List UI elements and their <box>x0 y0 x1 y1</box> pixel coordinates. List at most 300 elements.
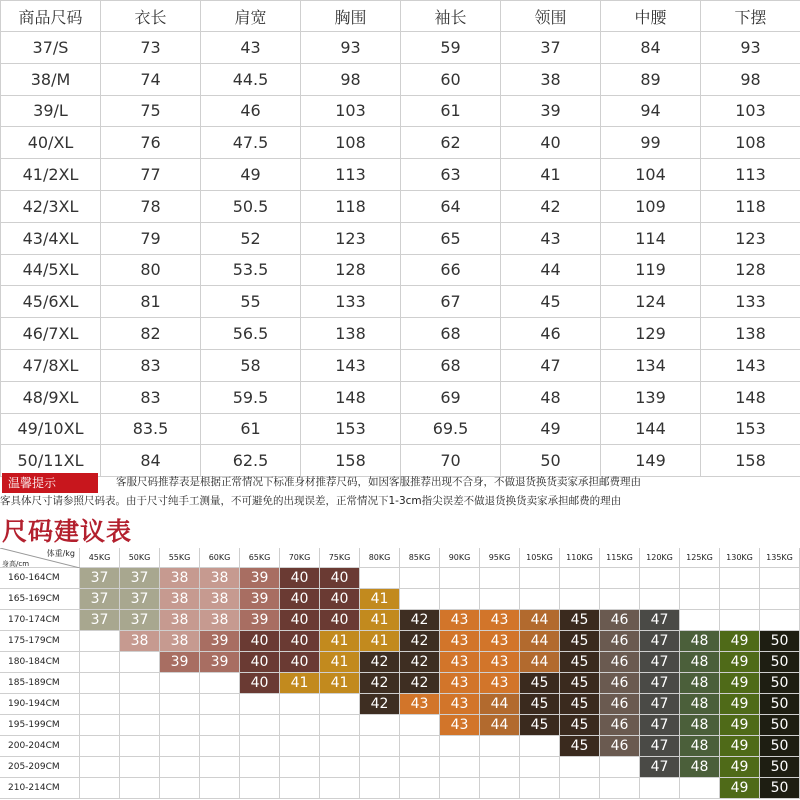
size-value-cell: 104 <box>601 159 701 191</box>
size-table-row <box>1 63 800 95</box>
size-label-cell: 41/2XL <box>1 159 101 191</box>
size-value-cell: 143 <box>301 349 401 381</box>
size-value-cell: 48 <box>501 381 601 413</box>
empty-grid-cell <box>120 778 160 799</box>
size-suggestion-cell: 47 <box>640 757 680 778</box>
size-value-cell: 53.5 <box>201 254 301 286</box>
empty-grid-cell <box>600 778 640 799</box>
corner-weight-label: 体重/kg <box>46 549 75 558</box>
size-suggestion-cell: 37 <box>120 610 160 631</box>
size-value-cell: 73 <box>101 32 201 64</box>
size-table-row <box>1 254 800 286</box>
empty-grid-cell <box>120 715 160 736</box>
size-value-cell: 80 <box>101 254 201 286</box>
size-suggestion-cell: 48 <box>680 631 720 652</box>
size-table-header-7: 下摆 <box>701 1 800 32</box>
size-suggestion-cell: 38 <box>160 589 200 610</box>
weight-header: 125KG <box>680 548 720 568</box>
weight-header: 55KG <box>160 548 200 568</box>
empty-grid-cell <box>80 778 120 799</box>
size-suggestion-cell: 41 <box>320 631 360 652</box>
empty-grid-cell <box>600 568 640 589</box>
size-table-row <box>1 95 800 127</box>
size-value-cell: 38 <box>501 63 601 95</box>
empty-grid-cell <box>200 694 240 715</box>
size-label-cell: 45/6XL <box>1 286 101 318</box>
grid-corner-cell <box>0 548 80 568</box>
weight-header: 135KG <box>760 548 800 568</box>
size-suggestion-cell: 42 <box>360 652 400 673</box>
empty-grid-cell <box>320 778 360 799</box>
empty-grid-cell <box>80 631 120 652</box>
size-suggestion-cell: 42 <box>400 631 440 652</box>
size-suggestion-cell: 43 <box>480 673 520 694</box>
empty-grid-cell <box>560 778 600 799</box>
size-table-row <box>1 381 800 413</box>
empty-grid-cell <box>240 715 280 736</box>
weight-header: 50KG <box>120 548 160 568</box>
size-value-cell: 67 <box>401 286 501 318</box>
size-value-cell: 103 <box>701 95 800 127</box>
weight-header: 65KG <box>240 548 280 568</box>
size-value-cell: 68 <box>401 318 501 350</box>
size-value-cell: 129 <box>601 318 701 350</box>
size-value-cell: 56.5 <box>201 318 301 350</box>
size-suggestion-cell: 43 <box>440 652 480 673</box>
empty-grid-cell <box>120 757 160 778</box>
size-suggestion-cell: 43 <box>440 610 480 631</box>
size-value-cell: 69.5 <box>401 413 501 445</box>
size-value-cell: 62.5 <box>201 445 301 477</box>
size-value-cell: 83 <box>101 349 201 381</box>
height-row-label: 200-204CM <box>0 736 80 757</box>
size-value-cell: 123 <box>701 222 800 254</box>
size-value-cell: 59 <box>401 32 501 64</box>
size-value-cell: 153 <box>301 413 401 445</box>
size-value-cell: 64 <box>401 190 501 222</box>
empty-grid-cell <box>480 757 520 778</box>
size-value-cell: 118 <box>701 190 800 222</box>
size-table-header-0: 商品尺码 <box>1 1 101 32</box>
empty-grid-cell <box>680 568 720 589</box>
empty-grid-cell <box>280 715 320 736</box>
size-suggestion-cell: 38 <box>200 610 240 631</box>
size-suggestion-cell: 46 <box>600 631 640 652</box>
empty-grid-cell <box>360 778 400 799</box>
size-value-cell: 98 <box>301 63 401 95</box>
empty-grid-cell <box>320 694 360 715</box>
size-suggestion-cell: 43 <box>480 631 520 652</box>
weight-header: 60KG <box>200 548 240 568</box>
size-suggestion-cell: 43 <box>440 694 480 715</box>
size-value-cell: 43 <box>201 32 301 64</box>
size-suggestion-cell: 37 <box>80 610 120 631</box>
size-suggestion-cell: 49 <box>720 757 760 778</box>
size-suggestion-cell: 45 <box>520 673 560 694</box>
size-table-row <box>1 222 800 254</box>
height-row-label: 185-189CM <box>0 673 80 694</box>
empty-grid-cell <box>680 610 720 631</box>
empty-grid-cell <box>400 757 440 778</box>
size-suggestion-cell: 40 <box>240 673 280 694</box>
empty-grid-cell <box>760 589 800 610</box>
empty-grid-cell <box>80 652 120 673</box>
weight-header: 70KG <box>280 548 320 568</box>
size-suggestion-cell: 39 <box>200 652 240 673</box>
size-value-cell: 68 <box>401 349 501 381</box>
size-suggestion-cell: 40 <box>280 568 320 589</box>
empty-grid-cell <box>280 736 320 757</box>
weight-header: 110KG <box>560 548 600 568</box>
empty-grid-cell <box>160 715 200 736</box>
height-row-label: 170-174CM <box>0 610 80 631</box>
size-value-cell: 47.5 <box>201 127 301 159</box>
empty-grid-cell <box>360 568 400 589</box>
size-suggestion-cell: 49 <box>720 673 760 694</box>
notice-text-line-1: 客服尺码推荐表是根据正常情况下标准身材推荐尺码，如因客服推荐出现不合身，不做退货换货卖家承担邮费理由 <box>116 476 641 488</box>
size-value-cell: 46 <box>201 95 301 127</box>
empty-grid-cell <box>160 736 200 757</box>
weight-header: 85KG <box>400 548 440 568</box>
size-table-header-row <box>1 1 800 32</box>
size-suggestion-cell: 47 <box>640 631 680 652</box>
size-suggestion-cell: 49 <box>720 652 760 673</box>
size-suggestion-cell: 45 <box>560 715 600 736</box>
size-table-row <box>1 286 800 318</box>
size-label-cell: 49/10XL <box>1 413 101 445</box>
size-suggestion-cell: 47 <box>640 610 680 631</box>
weight-header: 130KG <box>720 548 760 568</box>
size-suggestion-cell: 45 <box>560 736 600 757</box>
size-suggestion-cell: 40 <box>320 568 360 589</box>
size-suggestion-cell: 42 <box>360 694 400 715</box>
size-table-header-6: 中腰 <box>601 1 701 32</box>
size-suggestion-cell: 49 <box>720 736 760 757</box>
empty-grid-cell <box>760 610 800 631</box>
empty-grid-cell <box>440 757 480 778</box>
empty-grid-cell <box>280 694 320 715</box>
empty-grid-cell <box>520 757 560 778</box>
empty-grid-cell <box>560 568 600 589</box>
size-suggestion-cell: 48 <box>680 673 720 694</box>
empty-grid-cell <box>240 778 280 799</box>
empty-grid-cell <box>200 736 240 757</box>
size-suggestion-cell: 47 <box>640 694 680 715</box>
size-value-cell: 113 <box>301 159 401 191</box>
size-suggestion-cell: 50 <box>760 631 800 652</box>
size-value-cell: 47 <box>501 349 601 381</box>
size-suggestion-cell: 39 <box>160 652 200 673</box>
size-suggestion-cell: 38 <box>160 568 200 589</box>
size-suggestion-cell: 46 <box>600 610 640 631</box>
size-suggestion-cell: 50 <box>760 736 800 757</box>
size-value-cell: 49 <box>201 159 301 191</box>
size-table-row <box>1 349 800 381</box>
size-table-row <box>1 32 800 64</box>
size-value-cell: 61 <box>401 95 501 127</box>
size-value-cell: 44 <box>501 254 601 286</box>
size-recommendation-grid <box>0 548 800 800</box>
empty-grid-cell <box>720 610 760 631</box>
size-suggestion-cell: 42 <box>400 673 440 694</box>
size-suggestion-cell: 44 <box>480 715 520 736</box>
size-table-row <box>1 159 800 191</box>
empty-grid-cell <box>160 778 200 799</box>
size-value-cell: 41 <box>501 159 601 191</box>
size-suggestion-cell: 45 <box>560 631 600 652</box>
size-suggestion-cell: 39 <box>240 589 280 610</box>
size-value-cell: 50 <box>501 445 601 477</box>
empty-grid-cell <box>160 673 200 694</box>
empty-grid-cell <box>600 589 640 610</box>
empty-grid-cell <box>200 757 240 778</box>
size-suggestion-cell: 45 <box>560 610 600 631</box>
size-suggestion-cell: 50 <box>760 673 800 694</box>
size-value-cell: 58 <box>201 349 301 381</box>
size-value-cell: 133 <box>701 286 800 318</box>
size-table-header-5: 领围 <box>501 1 601 32</box>
size-value-cell: 44.5 <box>201 63 301 95</box>
size-suggestion-cell: 48 <box>680 694 720 715</box>
size-suggestion-cell: 44 <box>520 652 560 673</box>
size-suggestion-cell: 43 <box>440 715 480 736</box>
size-suggestion-cell: 41 <box>320 652 360 673</box>
height-row-label: 190-194CM <box>0 694 80 715</box>
empty-grid-cell <box>680 589 720 610</box>
size-label-cell: 38/M <box>1 63 101 95</box>
size-value-cell: 108 <box>701 127 800 159</box>
size-value-cell: 81 <box>101 286 201 318</box>
size-suggestion-cell: 50 <box>760 757 800 778</box>
size-value-cell: 46 <box>501 318 601 350</box>
size-suggestion-cell: 45 <box>520 715 560 736</box>
size-value-cell: 43 <box>501 222 601 254</box>
size-suggestion-cell: 43 <box>440 631 480 652</box>
size-suggestion-cell: 43 <box>480 652 520 673</box>
height-row-label: 210-214CM <box>0 778 80 799</box>
size-value-cell: 40 <box>501 127 601 159</box>
weight-header: 90KG <box>440 548 480 568</box>
size-label-cell: 43/4XL <box>1 222 101 254</box>
empty-grid-cell <box>240 694 280 715</box>
size-table-header-3: 胸围 <box>301 1 401 32</box>
size-value-cell: 62 <box>401 127 501 159</box>
empty-grid-cell <box>640 778 680 799</box>
size-value-cell: 66 <box>401 254 501 286</box>
size-value-cell: 119 <box>601 254 701 286</box>
size-label-cell: 37/S <box>1 32 101 64</box>
empty-grid-cell <box>160 694 200 715</box>
empty-grid-cell <box>440 778 480 799</box>
empty-grid-cell <box>320 757 360 778</box>
height-row-label: 160-164CM <box>0 568 80 589</box>
size-value-cell: 128 <box>301 254 401 286</box>
size-value-cell: 138 <box>301 318 401 350</box>
size-suggestion-cell: 47 <box>640 715 680 736</box>
corner-height-label: 身高/cm <box>2 560 30 568</box>
size-suggestion-cell: 41 <box>280 673 320 694</box>
size-table-row <box>1 413 800 445</box>
empty-grid-cell <box>640 568 680 589</box>
size-suggestion-cell: 38 <box>160 610 200 631</box>
size-value-cell: 84 <box>101 445 201 477</box>
empty-grid-cell <box>280 778 320 799</box>
size-suggestion-cell: 46 <box>600 673 640 694</box>
size-value-cell: 114 <box>601 222 701 254</box>
size-value-cell: 50.5 <box>201 190 301 222</box>
size-value-cell: 139 <box>601 381 701 413</box>
size-value-cell: 113 <box>701 159 800 191</box>
empty-grid-cell <box>360 736 400 757</box>
empty-grid-cell <box>560 589 600 610</box>
size-value-cell: 82 <box>101 318 201 350</box>
size-value-cell: 49 <box>501 413 601 445</box>
weight-header: 80KG <box>360 548 400 568</box>
empty-grid-cell <box>320 736 360 757</box>
size-value-cell: 108 <box>301 127 401 159</box>
empty-grid-cell <box>360 715 400 736</box>
empty-grid-cell <box>120 652 160 673</box>
size-suggestion-cell: 48 <box>680 715 720 736</box>
empty-grid-cell <box>80 673 120 694</box>
empty-grid-cell <box>80 715 120 736</box>
size-suggestion-cell: 46 <box>600 694 640 715</box>
size-value-cell: 78 <box>101 190 201 222</box>
notice-text-line-2: 客具体尺寸请参照尺码表。由于尺寸纯手工测量，不可避免的出现误差，正常情况下1-3cm指尖误差不做退货换货卖家承担邮费的理由 <box>0 495 622 507</box>
size-table-header-2: 肩宽 <box>201 1 301 32</box>
empty-grid-cell <box>320 715 360 736</box>
size-suggestion-cell: 38 <box>200 589 240 610</box>
size-suggestion-cell: 42 <box>360 673 400 694</box>
size-value-cell: 128 <box>701 254 800 286</box>
size-suggestion-cell: 41 <box>320 673 360 694</box>
empty-grid-cell <box>560 757 600 778</box>
size-value-cell: 93 <box>701 32 800 64</box>
size-table-row <box>1 318 800 350</box>
size-value-cell: 37 <box>501 32 601 64</box>
empty-grid-cell <box>280 757 320 778</box>
empty-grid-cell <box>520 568 560 589</box>
size-suggestion-cell: 49 <box>720 778 760 799</box>
size-label-cell: 50/11XL <box>1 445 101 477</box>
empty-grid-cell <box>120 694 160 715</box>
size-label-cell: 44/5XL <box>1 254 101 286</box>
size-value-cell: 148 <box>701 381 800 413</box>
size-suggestion-cell: 40 <box>280 610 320 631</box>
size-suggestion-cell: 40 <box>280 631 320 652</box>
empty-grid-cell <box>440 589 480 610</box>
size-suggestion-cell: 40 <box>280 652 320 673</box>
empty-grid-cell <box>600 757 640 778</box>
size-suggestion-cell: 45 <box>560 652 600 673</box>
size-suggestion-cell: 38 <box>120 631 160 652</box>
weight-header: 105KG <box>520 548 560 568</box>
size-value-cell: 59.5 <box>201 381 301 413</box>
size-suggestion-cell: 44 <box>520 631 560 652</box>
size-value-cell: 109 <box>601 190 701 222</box>
empty-grid-cell <box>80 694 120 715</box>
size-value-cell: 74 <box>101 63 201 95</box>
size-suggestion-cell: 48 <box>680 757 720 778</box>
size-suggestion-cell: 39 <box>200 631 240 652</box>
size-suggestion-cell: 44 <box>480 694 520 715</box>
size-suggestion-cell: 40 <box>320 610 360 631</box>
size-suggestion-cell: 39 <box>240 568 280 589</box>
empty-grid-cell <box>640 589 680 610</box>
size-label-cell: 48/9XL <box>1 381 101 413</box>
empty-grid-cell <box>400 715 440 736</box>
size-value-cell: 123 <box>301 222 401 254</box>
empty-grid-cell <box>360 757 400 778</box>
size-suggestion-cell: 40 <box>320 589 360 610</box>
size-value-cell: 79 <box>101 222 201 254</box>
size-value-cell: 138 <box>701 318 800 350</box>
size-value-cell: 94 <box>601 95 701 127</box>
size-value-cell: 76 <box>101 127 201 159</box>
size-value-cell: 98 <box>701 63 800 95</box>
size-value-cell: 70 <box>401 445 501 477</box>
size-suggestion-cell: 47 <box>640 673 680 694</box>
empty-grid-cell <box>520 736 560 757</box>
size-suggestion-cell: 37 <box>80 568 120 589</box>
size-suggestion-cell: 46 <box>600 715 640 736</box>
empty-grid-cell <box>720 589 760 610</box>
empty-grid-cell <box>200 715 240 736</box>
empty-grid-cell <box>440 568 480 589</box>
empty-grid-cell <box>80 757 120 778</box>
size-value-cell: 158 <box>701 445 800 477</box>
size-value-cell: 143 <box>701 349 800 381</box>
size-suggestion-cell: 37 <box>120 568 160 589</box>
size-table-row <box>1 190 800 222</box>
empty-grid-cell <box>400 736 440 757</box>
size-suggestion-cell: 42 <box>400 610 440 631</box>
size-value-cell: 158 <box>301 445 401 477</box>
size-suggestion-cell: 43 <box>400 694 440 715</box>
empty-grid-cell <box>120 673 160 694</box>
empty-grid-cell <box>120 736 160 757</box>
height-row-label: 175-179CM <box>0 631 80 652</box>
size-suggestion-cell: 50 <box>760 715 800 736</box>
size-suggestion-cell: 50 <box>760 652 800 673</box>
size-suggestion-cell: 44 <box>520 610 560 631</box>
size-suggestion-cell: 50 <box>760 694 800 715</box>
height-row-label: 165-169CM <box>0 589 80 610</box>
empty-grid-cell <box>160 757 200 778</box>
empty-grid-cell <box>520 589 560 610</box>
size-suggestion-cell: 46 <box>600 736 640 757</box>
weight-header: 115KG <box>600 548 640 568</box>
empty-grid-cell <box>720 568 760 589</box>
size-value-cell: 93 <box>301 32 401 64</box>
empty-grid-cell <box>80 736 120 757</box>
weight-header: 75KG <box>320 548 360 568</box>
empty-grid-cell <box>480 589 520 610</box>
size-suggestion-cell: 41 <box>360 631 400 652</box>
size-value-cell: 149 <box>601 445 701 477</box>
size-label-cell: 42/3XL <box>1 190 101 222</box>
size-value-cell: 39 <box>501 95 601 127</box>
height-row-label: 180-184CM <box>0 652 80 673</box>
empty-grid-cell <box>400 589 440 610</box>
empty-grid-cell <box>400 778 440 799</box>
size-suggestion-cell: 47 <box>640 736 680 757</box>
size-suggestion-cell: 50 <box>760 778 800 799</box>
size-value-cell: 83 <box>101 381 201 413</box>
size-value-cell: 89 <box>601 63 701 95</box>
size-table-row <box>1 127 800 159</box>
size-value-cell: 124 <box>601 286 701 318</box>
